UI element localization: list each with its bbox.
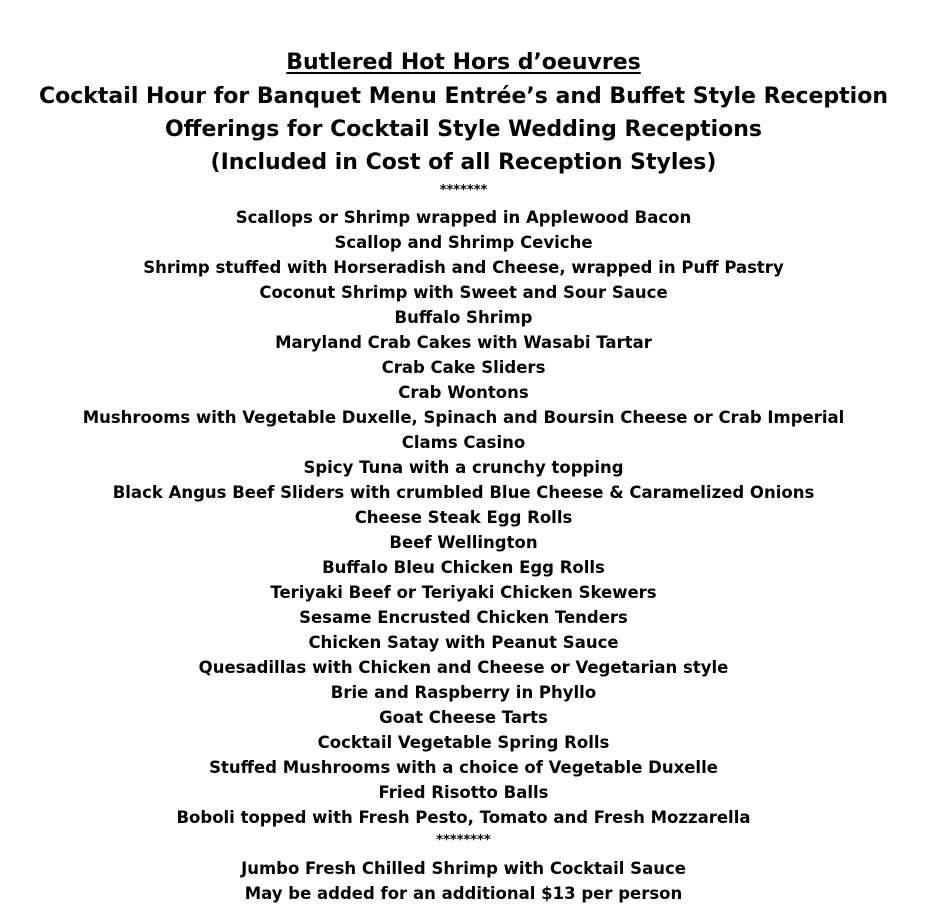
menu-item: Brie and Raspberry in Phyllo	[330, 683, 597, 702]
menu-title: Butlered Hot Hors d’oeuvres	[286, 50, 641, 75]
menu-item: Cheese Steak Egg Rolls	[354, 508, 573, 527]
menu-item: Shrimp stuffed with Horseradish and Cheese, wrapped in Puff Pastry	[143, 258, 784, 277]
menu-item: Goat Cheese Tarts	[379, 708, 548, 727]
subtitle-line-3: (Included in Cost of all Reception Styles)	[210, 150, 717, 175]
menu-item: Scallops or Shrimp wrapped in Applewood Bacon	[235, 208, 692, 227]
menu-item: Teriyaki Beef or Teriyaki Chicken Skewers	[270, 583, 657, 602]
menu-item: Crab Wontons	[398, 383, 529, 402]
menu-item: Scallop and Shrimp Ceviche	[334, 233, 593, 252]
menu-item: Crab Cake Sliders	[381, 358, 546, 377]
menu-item: Stuffed Mushrooms with a choice of Vegetable Duxelle	[209, 758, 718, 777]
menu-item: Maryland Crab Cakes with Wasabi Tartar	[275, 333, 652, 352]
menu-item: Spicy Tuna with a crunchy topping	[303, 458, 624, 477]
menu-item-list	[0, 205, 927, 830]
menu-item: Boboli topped with Fresh Pesto, Tomato and Fresh Mozzarella	[176, 808, 751, 827]
menu-item: Black Angus Beef Sliders with crumbled Blue Cheese & Caramelized Onions	[112, 483, 815, 502]
add-on-price-note: May be added for an additional $13 per person	[244, 884, 683, 903]
menu-item: Buffalo Shrimp	[394, 308, 533, 327]
menu-item: Quesadillas with Chicken and Cheese or Vegetarian style	[198, 658, 729, 677]
separator-top: *******	[439, 183, 488, 198]
add-on-item: Jumbo Fresh Chilled Shrimp with Cocktail Sauce	[241, 859, 686, 878]
menu-item: Cocktail Vegetable Spring Rolls	[317, 733, 610, 752]
menu-item: Buffalo Bleu Chicken Egg Rolls	[322, 558, 605, 577]
menu-item: Fried Risotto Balls	[378, 783, 549, 802]
menu-item: Beef Wellington	[389, 533, 538, 552]
subtitle-line-1: Cocktail Hour for Banquet Menu Entrée’s and Buffet Style Reception	[38, 84, 888, 109]
menu-item: Chicken Satay with Peanut Sauce	[308, 633, 619, 652]
separator-bottom: ********	[436, 833, 491, 848]
subtitle-line-2: Offerings for Cocktail Style Wedding Receptions	[164, 117, 763, 142]
menu-item: Sesame Encrusted Chicken Tenders	[299, 608, 628, 627]
menu-item: Coconut Shrimp with Sweet and Sour Sauce	[259, 283, 668, 302]
menu-item: Clams Casino	[401, 433, 526, 452]
menu-item: Mushrooms with Vegetable Duxelle, Spinach and Boursin Cheese or Crab Imperial	[82, 408, 845, 427]
